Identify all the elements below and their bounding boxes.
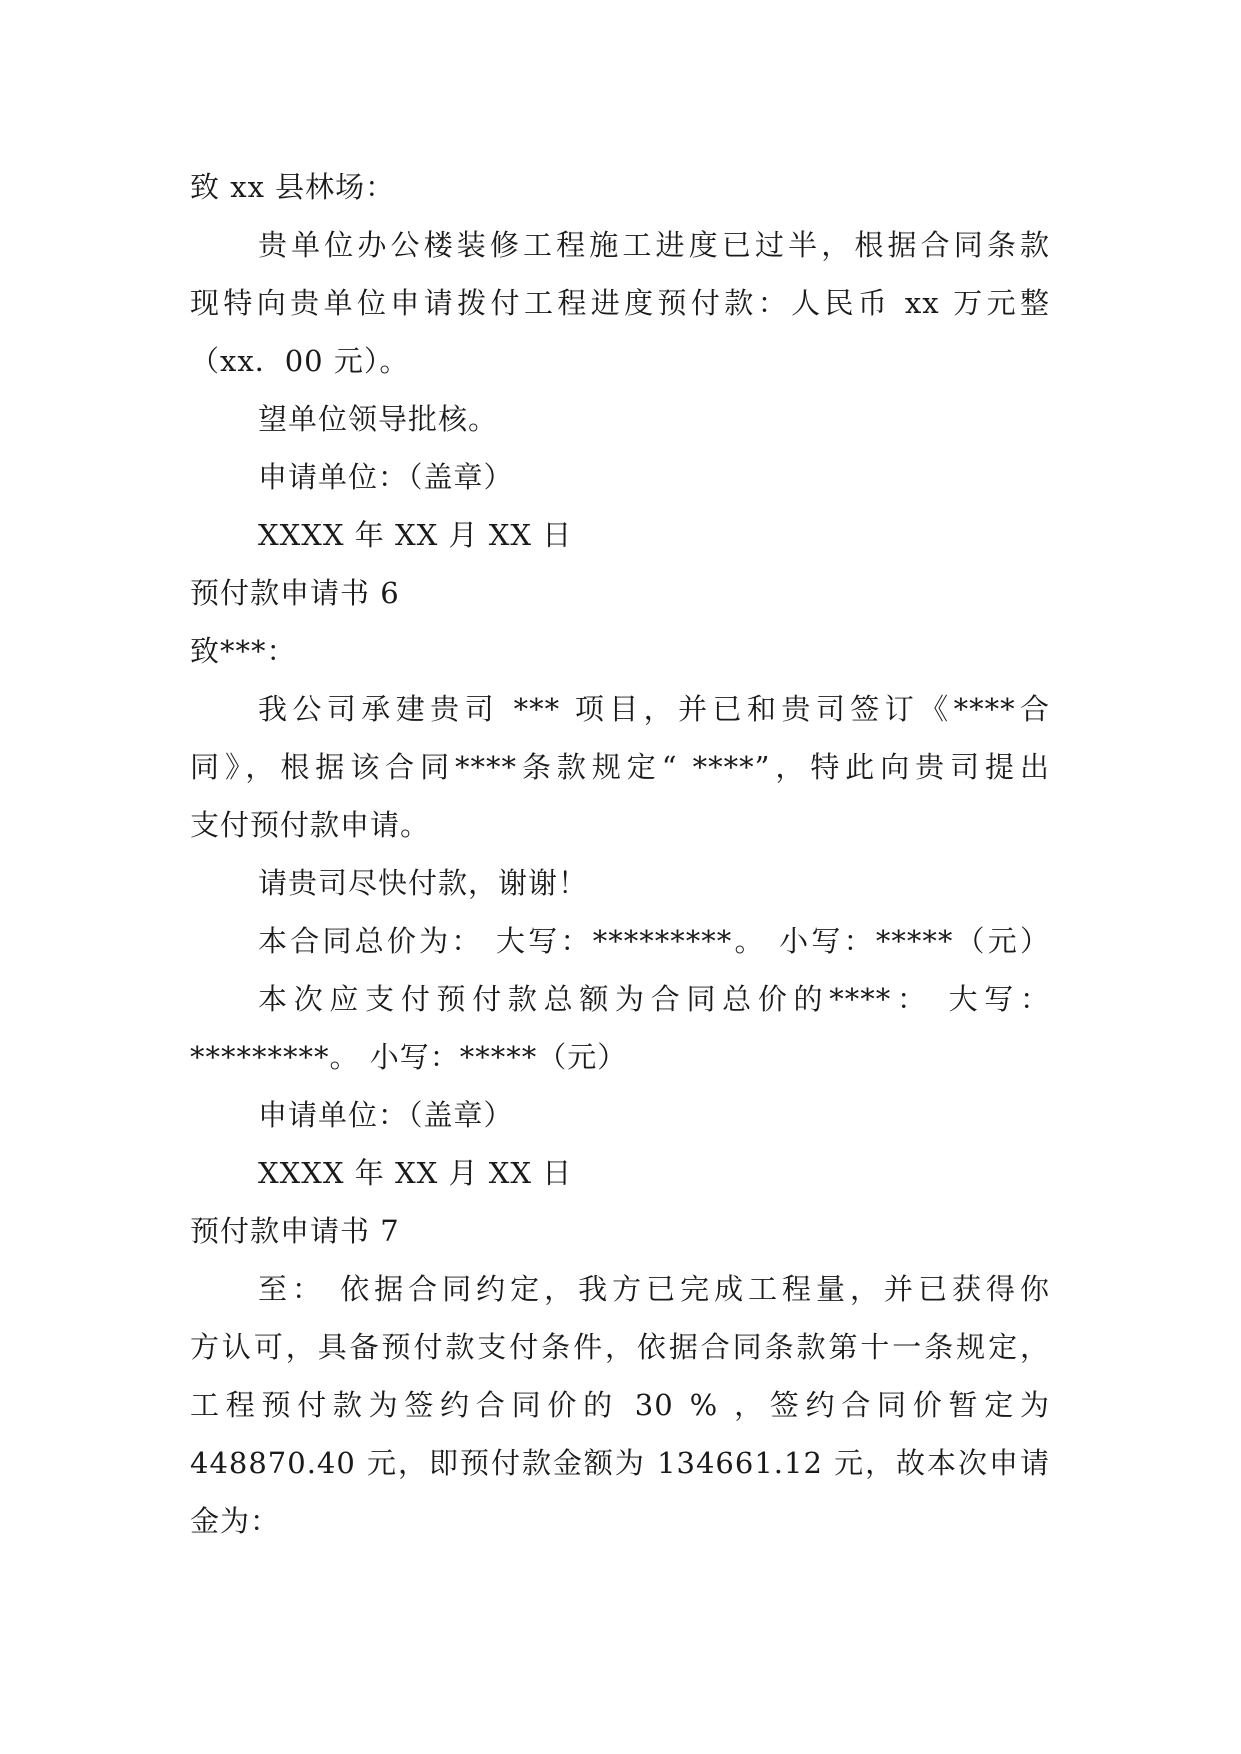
text-line: 448870.40 元，即预付款金额为 134661.12 元，故本次申请 [190, 1446, 1050, 1480]
text-line: 望单位领导批核。 [258, 402, 499, 436]
text-line: 至： 依据合同约定，我方已完成工程量，并已获得你 [258, 1272, 1050, 1306]
text-line: 本次应支付预付款总额为合同总价的****： 大写： [258, 982, 1050, 1016]
text-line: 现特向贵单位申请拨付工程进度预付款：人民币 xx 万元整 [190, 286, 1050, 320]
text-line: 工程预付款为签约合同价的 30 % ，签约合同价暂定为 [190, 1388, 1050, 1422]
text-line: 同》，根据该合同****条款规定“ ****”，特此向贵司提出 [190, 750, 1050, 784]
text-line: 申请单位：（盖章） [258, 1098, 514, 1132]
text-line: 支付预付款申请。 [190, 808, 431, 842]
text-line: *********。 小写：*****（元） [190, 1040, 628, 1074]
text-line: （xx．00 元）。 [190, 344, 410, 378]
document-body [190, 158, 1050, 1550]
text-line: 致***： [190, 634, 297, 668]
text-line: 致 xx 县林场： [190, 170, 396, 204]
text-line: 申请单位：（盖章） [258, 460, 514, 494]
text-line: 贵单位办公楼装修工程施工进度已过半，根据合同条款 [258, 228, 1050, 262]
text-line: 请贵司尽快付款，谢谢！ [258, 866, 589, 900]
text-line: XXXX 年 XX 月 XX 日 [258, 1156, 573, 1190]
text-line: 我公司承建贵司 *** 项目，并已和贵司签订《****合 [258, 692, 1050, 726]
text-line: XXXX 年 XX 月 XX 日 [258, 518, 573, 552]
text-line: 本合同总价为： 大写：*********。 小写：*****（元） [258, 924, 1050, 958]
text-line: 预付款申请书 7 [190, 1214, 400, 1248]
text-line: 预付款申请书 6 [190, 576, 400, 610]
text-line: 方认可，具备预付款支付条件，依据合同条款第十一条规定， [190, 1330, 1050, 1364]
text-line: 金为： [190, 1504, 281, 1538]
